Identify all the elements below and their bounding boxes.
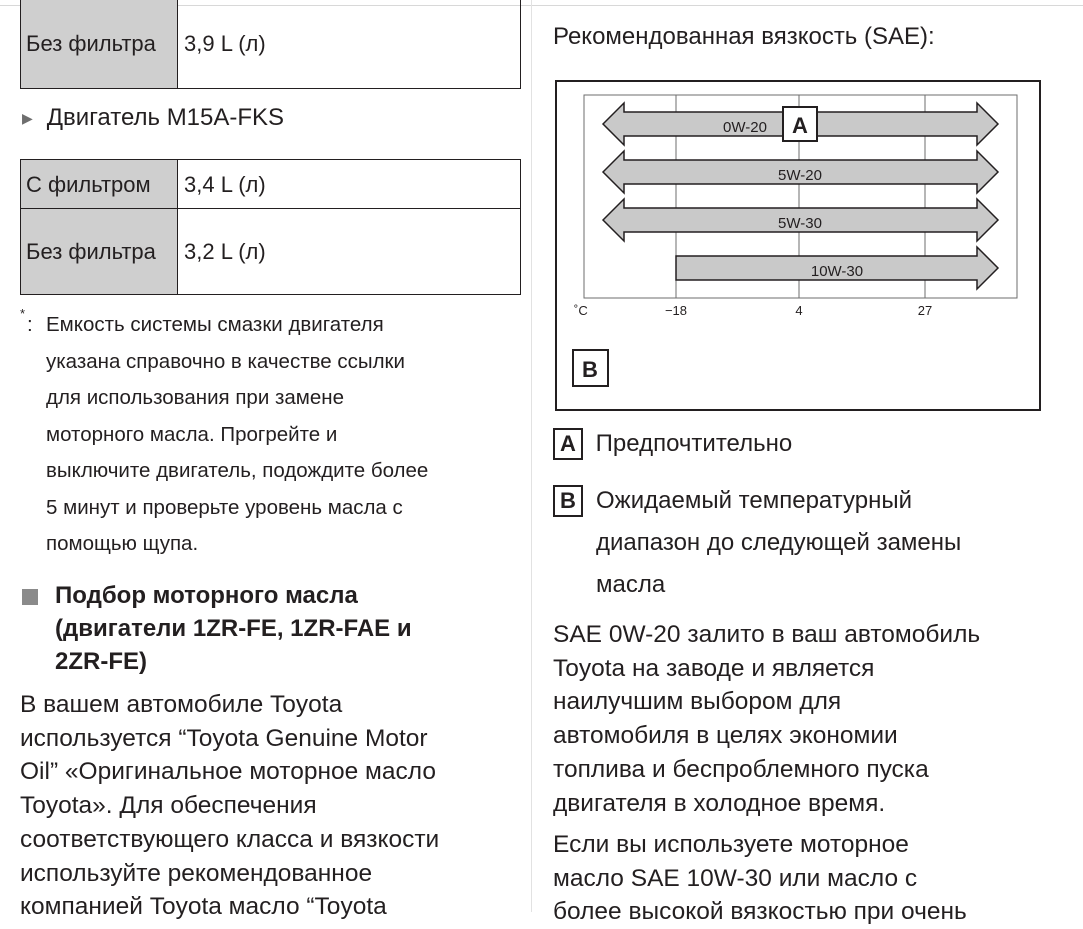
legend-b-line: масла	[596, 571, 666, 598]
sae-paragraph	[553, 618, 1073, 820]
footnote-line: Емкость системы смазки двигателя	[46, 313, 384, 336]
section-square-icon	[22, 589, 38, 605]
legend-a	[553, 423, 792, 465]
paragraph-line: Oil” «Оригинальное моторное масло	[20, 758, 436, 786]
section-title-line: 2ZR-FE)	[55, 648, 147, 675]
paragraph-line: используйте рекомендованное	[20, 859, 373, 887]
badge-b-letter: B	[582, 357, 598, 382]
table-cell-label: С фильтром	[21, 160, 178, 209]
paragraph-line: SAE 0W-20 залито в ваш автомобиль	[553, 621, 981, 648]
tick-label-27: 27	[917, 303, 933, 318]
paragraph-line: Toyota». Для обеспечения	[20, 792, 317, 820]
paragraph-line: масло SAE 10W-30 или масло с	[553, 864, 918, 892]
tick-label-minus18: −18	[664, 303, 688, 318]
badge-a-letter: A	[792, 113, 808, 138]
legend-b-text	[596, 480, 1066, 606]
footnote-line: для использования при замене	[46, 386, 344, 409]
paragraph-line: наилучшим выбором для	[553, 688, 842, 716]
legend-a-text: Предпочтительно	[595, 430, 793, 457]
legend-a-letter: A	[553, 428, 583, 460]
paragraph-line: Toyota на заводе и является	[553, 654, 875, 682]
footnote-line: указана справочно в качестве ссылки	[46, 349, 405, 373]
paragraph-line: используется “Toyota Genuine Motor	[20, 724, 428, 752]
paragraph-line: компанией Toyota масло “Toyota	[20, 893, 387, 921]
table-row	[21, 209, 521, 295]
legend-b-row	[553, 480, 583, 522]
table-row	[21, 160, 521, 209]
legend-b-letter: B	[553, 485, 583, 517]
paragraph-line: двигателя в холодное время.	[553, 789, 886, 817]
footnote-line: моторного масла. Прогрейте и	[46, 422, 338, 446]
legend-b-line: диапазон до следующей замены	[596, 529, 962, 556]
triangle-bullet-icon: ▶	[22, 110, 33, 126]
paragraph-line: соответствующего класса и вязкости	[20, 825, 440, 853]
section-title-line: Подбор моторного масла	[55, 582, 358, 609]
table-cell-value: 3,2 L (л)	[178, 209, 521, 295]
tick-label-4: 4	[795, 303, 803, 318]
table-cell-label: Без фильтра	[21, 209, 178, 295]
bar-label-5w-30: 5W-30	[778, 215, 822, 232]
paragraph-line: топлива и беспроблемного пуска	[553, 755, 929, 783]
viscosity-chart	[555, 80, 1041, 412]
footnote-text	[46, 307, 526, 563]
column-separator	[531, 0, 532, 912]
table-cell-value: 3,4 L (л)	[178, 160, 521, 209]
footnote-line: выключите двигатель, подождите более	[46, 459, 429, 482]
table-cell-label: Без фильтра	[21, 0, 178, 89]
paragraph-line: Если вы используете моторное	[553, 831, 909, 858]
table-cell-value: 3,9 L (л)	[178, 0, 521, 89]
bar-label-5w-20: 5W-20	[778, 167, 822, 184]
viscosity-heading: Рекомендованная вязкость (SAE):	[553, 23, 935, 50]
engine-heading	[22, 104, 284, 132]
legend-b-line: Ожидаемый температурный	[596, 487, 912, 514]
table-row	[21, 0, 521, 89]
last-paragraph	[553, 828, 1073, 929]
footnote-asterisk: *	[20, 306, 26, 321]
footnote-line: 5 минут и проверьте уровень масла с	[46, 495, 403, 519]
section-title-line: (двигатели 1ZR-FE, 1ZR-FAE и	[55, 615, 412, 642]
capacity-table-previous	[20, 0, 521, 89]
intro-paragraph	[20, 688, 525, 924]
footnote-line: помощью щупа.	[46, 532, 199, 555]
engine-heading-text: Двигатель M15A-FKS	[46, 104, 285, 131]
paragraph-line: автомобиля в целях экономии	[553, 722, 898, 750]
bar-label-0w-20: 0W-20	[723, 119, 767, 136]
axis-unit-label: ˚C	[574, 303, 588, 318]
section-title	[55, 579, 525, 678]
paragraph-line: более высокой вязкостью при очень	[553, 898, 967, 926]
footnote-colon: :	[27, 313, 33, 336]
bar-label-10w-30: 10W-30	[810, 263, 864, 280]
capacity-table-m15a	[20, 159, 521, 295]
paragraph-line: В вашем автомобиле Toyota	[20, 691, 343, 718]
